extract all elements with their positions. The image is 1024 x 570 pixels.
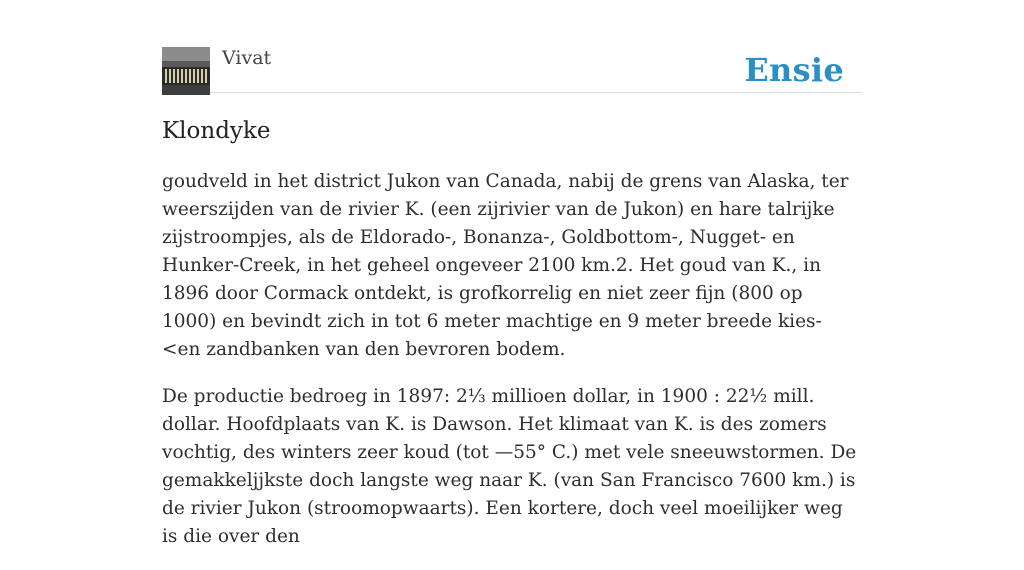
article-paragraph: goudveld in het district Jukon van Canada, nabij de grens van Alaska, ter weerszijden van de rivier K. (een zijrivier van de Jukon) en hare talrijke zijstroompjes, als de Eldorado-, Bonanza-, Goldbottom-, Nugget- en Hunker-Creek, in het geheel ongeveer 2100 km.2. Het goud van K., in 1896 door Cormack ontdekt, is grofkorrelig en niet zeer fijn (800 op 1000) en bevindt zich in tot 6 meter machtige en 9 meter breede kies- <en zandbanken van den bevroren bodem. [162,171,849,360]
article-body [162,168,862,570]
brand-logo[interactable]: Ensie [744,51,844,89]
author-avatar[interactable] [162,47,210,95]
article-title: Klondyke [162,118,271,144]
page-header [162,46,862,93]
archive-shelves-icon [162,47,210,95]
article-paragraph: De productie bedroeg in 1897: 2⅓ millioen dollar, in 1900 : 22½ mill. dollar. Hoofdplaats van K. is Dawson. Het klimaat van K. is des zomers vochtig, des winters zeer koud (tot —55° C.) met vele sneeuwstormen. De gemakkeljjkste doch langste weg naar K. (van San Francisco 7600 km.) is de rivier Jukon (stroomopwaarts). Een kortere, doch veel moeilijker weg is die over den [162,386,857,547]
author-name[interactable]: Vivat [222,47,272,69]
